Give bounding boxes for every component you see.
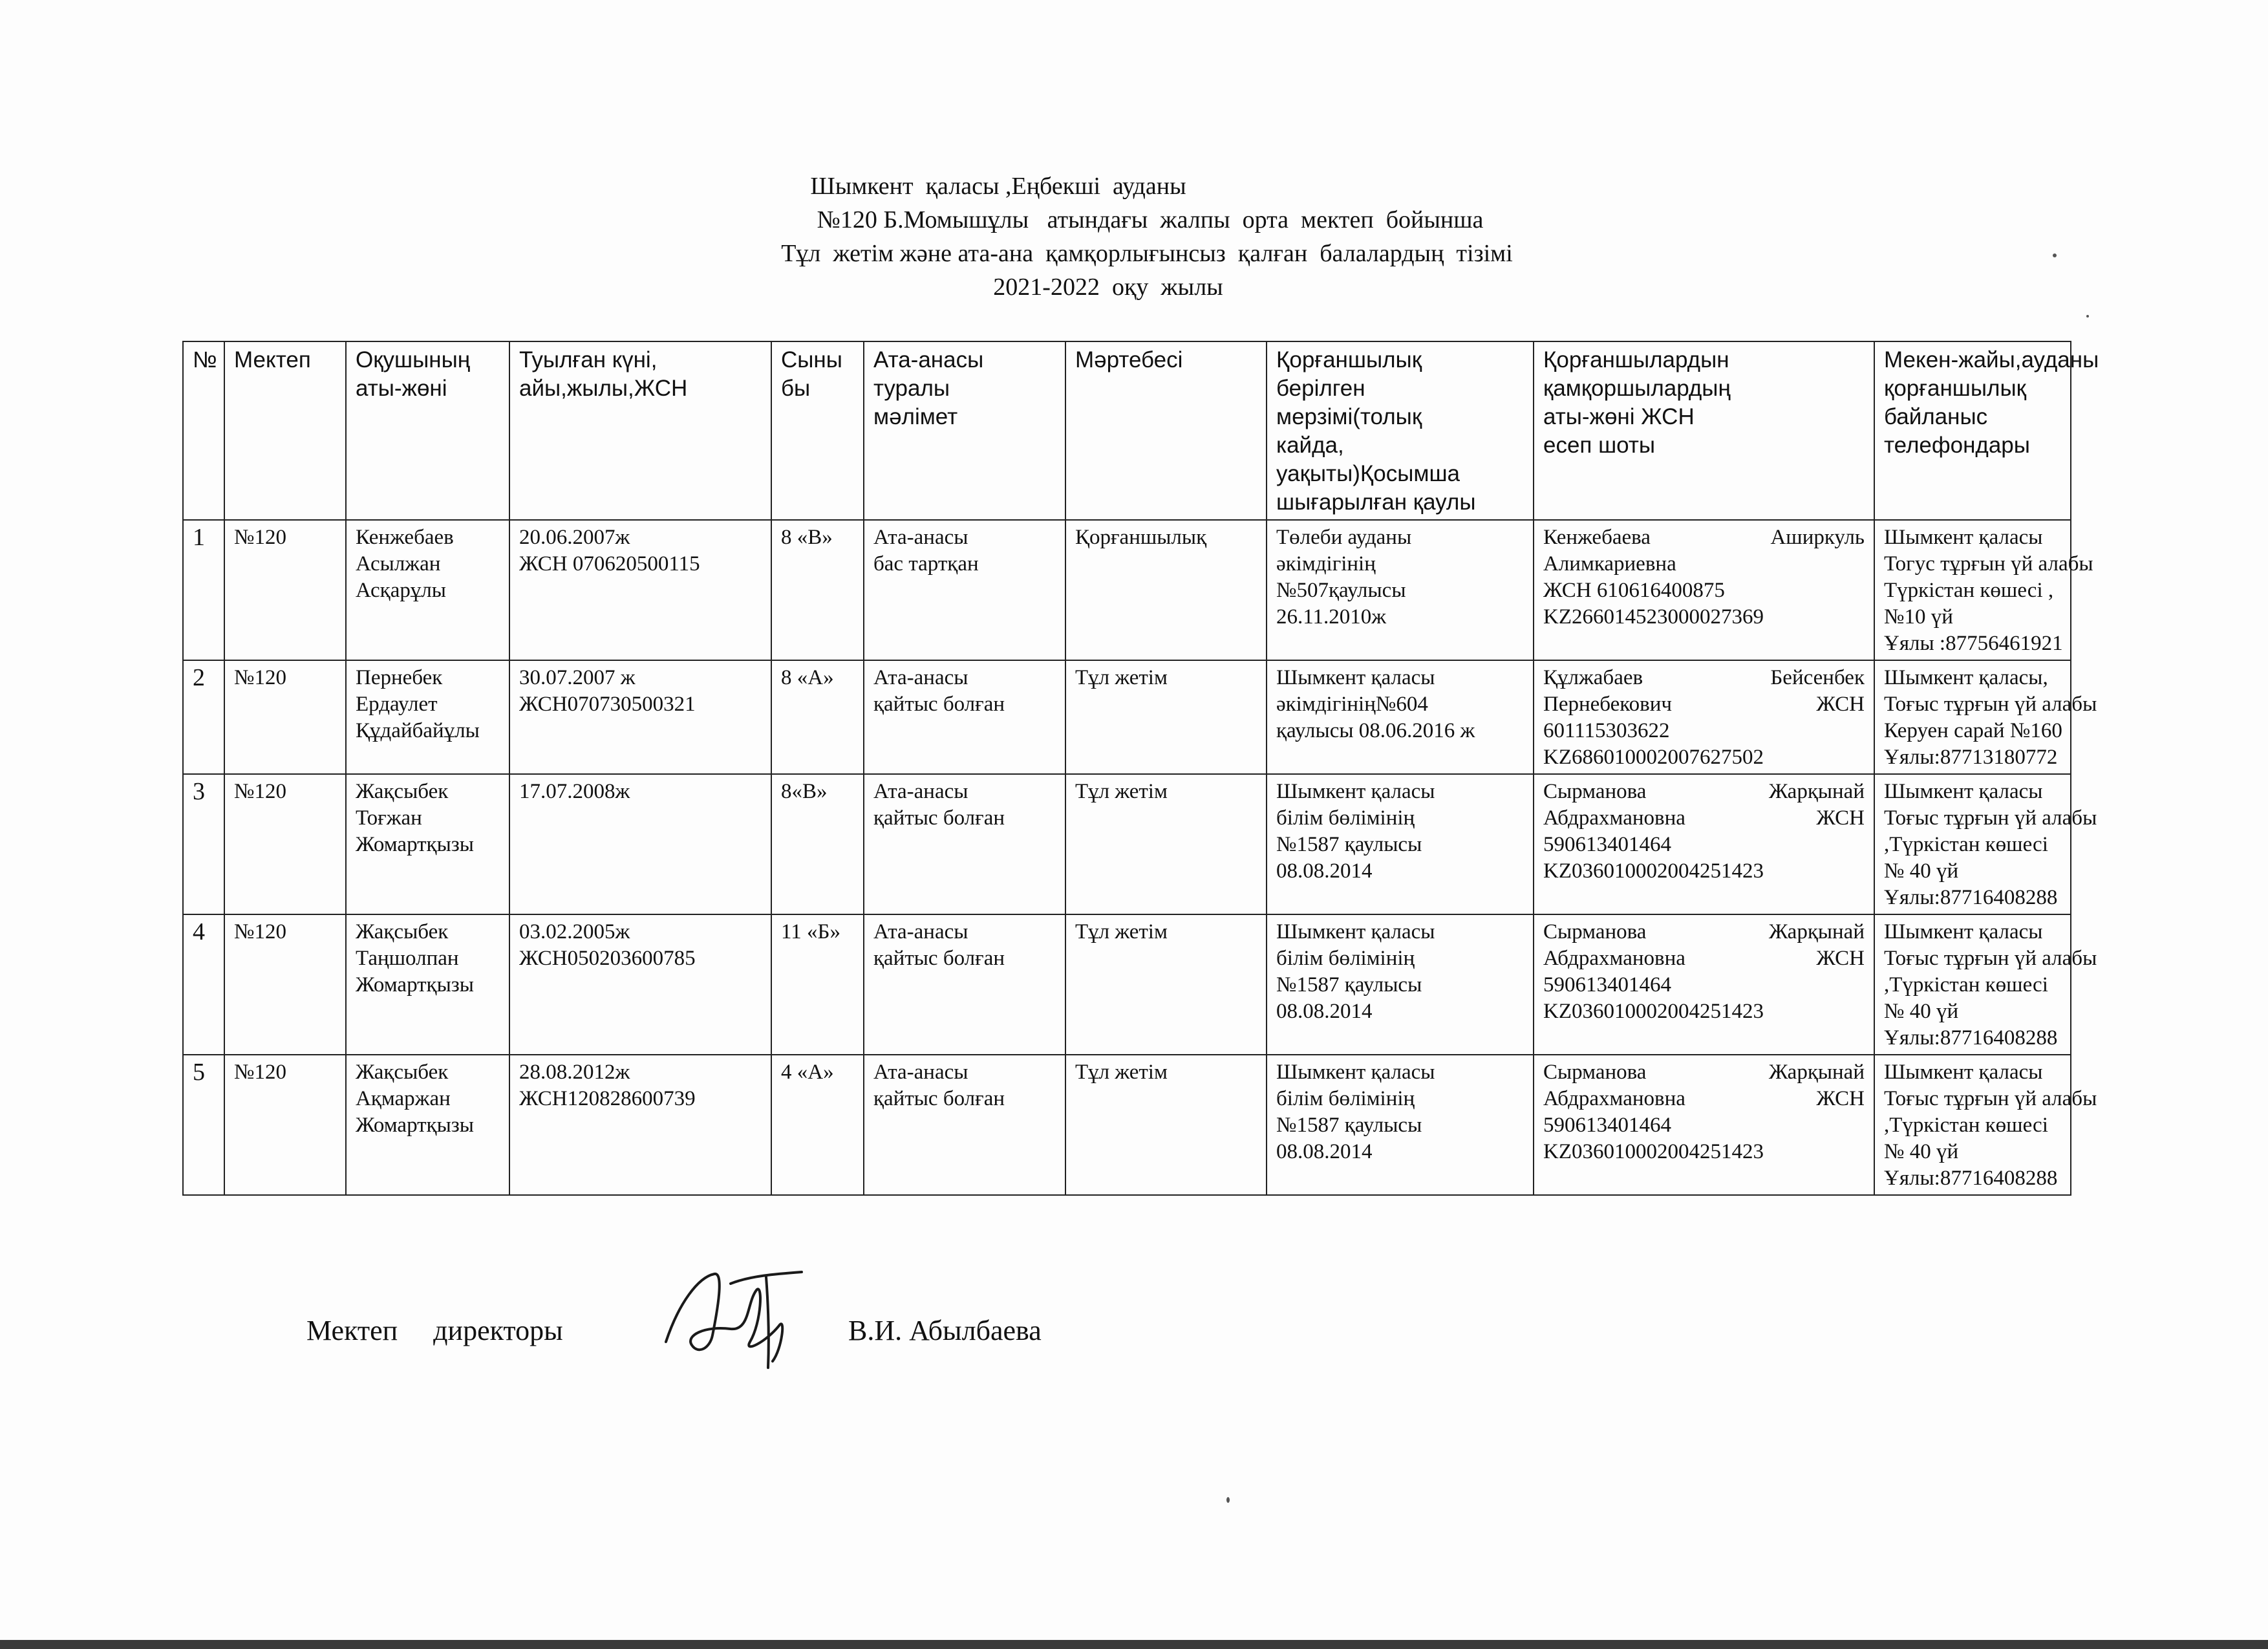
birth-line: 03.02.2005ж <box>519 920 630 943</box>
address-line: ,Түркістан көшесі <box>1884 1114 2048 1137</box>
cell-guardian <box>1534 1055 1874 1195</box>
guardian-line: Сырманова Жарқынай <box>1543 1061 1865 1084</box>
birth-line: ЖСН 070620500115 <box>519 552 700 576</box>
class-value: 8«В» <box>781 780 828 803</box>
guardian-line: Сырманова Жарқынай <box>1543 780 1865 803</box>
status-value: Қорғаншылық <box>1075 526 1207 549</box>
cell-guardian <box>1534 914 1874 1055</box>
header-text-line: Мектеп <box>234 347 311 372</box>
header-text-line: Оқушының <box>356 347 471 372</box>
header-text-line: Қорғаншылық <box>1276 347 1422 372</box>
cell-address <box>1874 520 2093 660</box>
director-position-label: Мектеп директоры <box>306 1315 563 1346</box>
cell-guardianship-term <box>1267 1055 1534 1195</box>
guardian-line: KZ266014523000027369 <box>1543 605 1764 629</box>
guardian-line: KZ036010002004251423 <box>1543 859 1764 883</box>
address-line: Тоғыс тұрғын үй алабы <box>1884 1087 2097 1110</box>
student-name-line: Асқарұлы <box>356 579 446 602</box>
table-row <box>183 774 2071 914</box>
birth-line: ЖСН070730500321 <box>519 693 696 716</box>
school-number: №120 <box>234 526 286 549</box>
header-text-line: Ата-анасы <box>873 347 984 372</box>
guardianship-line: Шымкент қаласы <box>1276 1061 1435 1084</box>
header-col-guardian <box>1534 341 1874 520</box>
row-number: 5 <box>193 1059 205 1086</box>
cell-school <box>224 520 346 660</box>
cell-student-name <box>346 1055 509 1195</box>
guardian-line: Пернебекович ЖСН <box>1543 693 1865 716</box>
guardianship-line: білім бөлімінің <box>1276 1087 1415 1110</box>
cell-guardianship-term <box>1267 660 1534 774</box>
cell-status <box>1065 774 1267 914</box>
student-name-line: Ақмаржан <box>356 1087 451 1110</box>
address-line: №10 үй <box>1884 605 1953 629</box>
cell-number <box>183 520 224 660</box>
guardianship-line: қаулысы 08.06.2016 ж <box>1276 719 1475 742</box>
orphans-roster-table <box>182 341 2099 1196</box>
class-value: 8 «В» <box>781 526 833 549</box>
cell-guardianship-term <box>1267 774 1534 914</box>
header-col-number <box>183 341 224 520</box>
birth-line: 17.07.2008ж <box>519 780 630 803</box>
status-value: Тұл жетім <box>1075 780 1168 803</box>
address-line: Керуен сарай №160 <box>1884 719 2062 742</box>
cell-school <box>224 914 346 1055</box>
class-value: 11 «Б» <box>781 920 840 943</box>
student-name-line: Асылжан <box>356 552 441 576</box>
table-row <box>183 660 2071 774</box>
row-number: 2 <box>193 664 205 691</box>
header-text-line: телефондары <box>1884 433 2030 458</box>
header-line-school: №120 Б.Момышұлы атындағы жалпы орта мектеп бойынша <box>817 206 1484 233</box>
scan-speck <box>2086 315 2089 318</box>
table-header-row <box>183 341 2071 520</box>
student-name-line: Құдайбайұлы <box>356 719 480 742</box>
header-text-line: қорғаншылық <box>1884 376 2026 401</box>
student-name-line: Жомартқызы <box>356 973 474 997</box>
school-number: №120 <box>234 666 286 689</box>
header-text-line: аты-жөні ЖСН <box>1543 404 1695 429</box>
header-text-line: шығарылған қаулы <box>1276 490 1476 515</box>
scan-edge-bar <box>0 1640 2268 1649</box>
guardianship-line: №1587 қаулысы <box>1276 833 1422 856</box>
address-line: № 40 үй <box>1884 1000 1959 1023</box>
guardianship-line: 08.08.2014 <box>1276 859 1373 883</box>
parents-info-line: қайтыс болған <box>873 693 1005 716</box>
cell-class <box>771 774 864 914</box>
header-col-parents-info <box>864 341 1065 520</box>
guardian-line: Құлжабаев Бейсенбек <box>1543 666 1865 689</box>
parents-info-line: бас тартқан <box>873 552 979 576</box>
cell-number <box>183 774 224 914</box>
parents-info-line: Ата-анасы <box>873 666 968 689</box>
table-row <box>183 914 2071 1055</box>
student-name-line: Кенжебаев <box>356 526 454 549</box>
cell-student-name <box>346 520 509 660</box>
address-line: Ұялы:87716408288 <box>1884 1167 2058 1190</box>
cell-school <box>224 1055 346 1195</box>
guardianship-line: 26.11.2010ж <box>1276 605 1387 629</box>
student-name-line: Жомартқызы <box>356 1114 474 1137</box>
birth-line: 30.07.2007 ж <box>519 666 636 689</box>
parents-info-line: қайтыс болған <box>873 806 1005 830</box>
header-col-guardianship-term <box>1267 341 1534 520</box>
address-line: Шымкент қаласы <box>1884 1061 2043 1084</box>
header-text-line: берілген <box>1276 376 1365 401</box>
header-line-city-district: Шымкент қаласы ,Еңбекші ауданы <box>810 173 1186 200</box>
cell-parents-info <box>864 520 1065 660</box>
cell-school <box>224 774 346 914</box>
student-name-line: Тоғжан <box>356 806 422 830</box>
address-line: ,Түркістан көшесі <box>1884 973 2048 997</box>
row-number: 4 <box>193 918 205 945</box>
header-text-line: айы,жылы,ЖСН <box>519 376 688 401</box>
address-line: Тогус тұрғын үй алабы <box>1884 552 2093 576</box>
guardianship-line: 08.08.2014 <box>1276 1140 1373 1163</box>
cell-number <box>183 660 224 774</box>
cell-student-name <box>346 914 509 1055</box>
header-col-status <box>1065 341 1267 520</box>
header-text-line: Туылған күні, <box>519 347 658 372</box>
parents-info-line: Ата-анасы <box>873 920 968 943</box>
parents-info-line: Ата-анасы <box>873 780 968 803</box>
student-name-line: Жақсыбек <box>356 780 449 803</box>
guardian-line: Абдрахмановна ЖСН <box>1543 806 1865 830</box>
class-value: 8 «А» <box>781 666 834 689</box>
header-text-line: туралы <box>873 376 950 401</box>
header-text-line: бы <box>781 376 811 401</box>
table-row <box>183 520 2071 660</box>
address-line: ,Түркістан көшесі <box>1884 833 2048 856</box>
address-line: Тоғыс тұрғын үй алабы <box>1884 947 2097 970</box>
parents-info-line: қайтыс болған <box>873 1087 1005 1110</box>
cell-status <box>1065 1055 1267 1195</box>
status-value: Тұл жетім <box>1075 666 1168 689</box>
document-header <box>0 169 2268 304</box>
cell-birth <box>509 914 771 1055</box>
cell-class <box>771 1055 864 1195</box>
cell-student-name <box>346 660 509 774</box>
cell-guardianship-term <box>1267 520 1534 660</box>
guardian-line: 590613401464 <box>1543 973 1671 997</box>
guardian-line: KZ036010002004251423 <box>1543 1000 1764 1023</box>
header-col-class <box>771 341 864 520</box>
school-number: №120 <box>234 920 286 943</box>
guardianship-line: №1587 қаулысы <box>1276 1114 1422 1137</box>
address-line: Шымкент қаласы, <box>1884 666 2048 689</box>
cell-birth <box>509 1055 771 1195</box>
student-name-line: Жақсыбек <box>356 1061 449 1084</box>
class-value: 4 «А» <box>781 1061 834 1084</box>
cell-birth <box>509 660 771 774</box>
status-value: Тұл жетім <box>1075 1061 1168 1084</box>
cell-address <box>1874 660 2097 774</box>
guardianship-line: әкімдігінің№604 <box>1276 693 1428 716</box>
guardian-line: 601115303622 <box>1543 719 1670 742</box>
cell-number <box>183 914 224 1055</box>
birth-line: 28.08.2012ж <box>519 1061 630 1084</box>
cell-class <box>771 520 864 660</box>
scan-speck <box>1226 1497 1230 1503</box>
director-signature <box>653 1264 821 1374</box>
guardianship-line: Төлеби ауданы <box>1276 526 1412 549</box>
header-text-line: Қорғаншылардын <box>1543 347 1729 372</box>
header-line-school-year: 2021-2022 оқу жылы <box>993 274 1223 301</box>
header-text-line: мәлімет <box>873 404 958 429</box>
cell-guardian <box>1534 520 1874 660</box>
header-col-birth <box>509 341 771 520</box>
student-name-line: Ердаулет <box>356 693 438 716</box>
cell-address <box>1874 914 2097 1055</box>
guardian-line: KZ686010002007627502 <box>1543 746 1764 769</box>
guardianship-line: білім бөлімінің <box>1276 806 1415 830</box>
guardianship-line: білім бөлімінің <box>1276 947 1415 970</box>
address-line: Түркістан көшесі , <box>1884 579 2054 602</box>
header-text-line: есеп шоты <box>1543 433 1656 458</box>
table-body <box>183 520 2097 1195</box>
cell-school <box>224 660 346 774</box>
birth-line: ЖСН120828600739 <box>519 1087 696 1110</box>
cell-parents-info <box>864 660 1065 774</box>
cell-parents-info <box>864 1055 1065 1195</box>
address-line: Ұялы:87713180772 <box>1884 746 2058 769</box>
cell-number <box>183 1055 224 1195</box>
parents-info-line: қайтыс болған <box>873 947 1005 970</box>
cell-status <box>1065 520 1267 660</box>
table-row <box>183 1055 2071 1195</box>
row-number: 3 <box>193 778 205 805</box>
status-value: Тұл жетім <box>1075 920 1168 943</box>
student-name-line: Жақсыбек <box>356 920 449 943</box>
row-number: 1 <box>193 524 205 551</box>
address-line: Тоғыс тұрғын үй алабы <box>1884 806 2097 830</box>
cell-guardianship-term <box>1267 914 1534 1055</box>
parents-info-line: Ата-анасы <box>873 1061 968 1084</box>
guardian-line: ЖСН 610616400875 <box>1543 579 1725 602</box>
header-text-line: № <box>193 347 217 372</box>
address-line: Шымкент қаласы <box>1884 920 2043 943</box>
header-text-line: Сыны <box>781 347 842 372</box>
address-line: Ұялы:87716408288 <box>1884 886 2058 909</box>
director-name: В.И. Абылбаева <box>848 1315 1042 1346</box>
header-col-student-name <box>346 341 509 520</box>
header-text-line: Мекен-жайы,ауданы <box>1884 347 2099 372</box>
school-number: №120 <box>234 1061 286 1084</box>
address-line: № 40 үй <box>1884 859 1959 883</box>
guardian-line: Абдрахмановна ЖСН <box>1543 1087 1865 1110</box>
address-line: Шымкент қаласы <box>1884 526 2043 549</box>
cell-birth <box>509 520 771 660</box>
guardianship-line: 08.08.2014 <box>1276 1000 1373 1023</box>
student-name-line: Жомартқызы <box>356 833 474 856</box>
address-line: Ұялы :87756461921 <box>1884 632 2063 655</box>
header-text-line: мерзімі(толық <box>1276 404 1422 429</box>
header-col-school <box>224 341 346 520</box>
guardianship-line: №1587 қаулысы <box>1276 973 1422 997</box>
guardianship-line: Шымкент қаласы <box>1276 780 1435 803</box>
guardianship-line: әкімдігінің <box>1276 552 1376 576</box>
header-text-line: байланыс <box>1884 404 1988 429</box>
cell-status <box>1065 914 1267 1055</box>
cell-guardian <box>1534 774 1874 914</box>
cell-birth <box>509 774 771 914</box>
guardianship-line: Шымкент қаласы <box>1276 920 1435 943</box>
cell-class <box>771 914 864 1055</box>
student-name-line: Таңшолпан <box>356 947 459 970</box>
guardian-line: Алимкариевна <box>1543 552 1676 576</box>
header-text-line: кайда, <box>1276 433 1344 458</box>
student-name-line: Пернебек <box>356 666 443 689</box>
header-text-line: уақыты)Қосымша <box>1276 461 1460 486</box>
address-line: Шымкент қаласы <box>1884 780 2043 803</box>
cell-address <box>1874 1055 2097 1195</box>
guardian-line: Кенжебаева Аширкуль <box>1543 526 1865 549</box>
cell-address <box>1874 774 2097 914</box>
address-line: Ұялы:87716408288 <box>1884 1026 2058 1050</box>
guardianship-line: №507қаулысы <box>1276 579 1406 602</box>
header-line-list-title: Тұл жетім және ата-ана қамқорлығынсыз қалған балалардың тізімі <box>781 240 1513 267</box>
guardian-line: KZ036010002004251423 <box>1543 1140 1764 1163</box>
header-text-line: қамқоршылардың <box>1543 376 1731 401</box>
header-col-address <box>1874 341 2099 520</box>
cell-class <box>771 660 864 774</box>
guardianship-line: Шымкент қаласы <box>1276 666 1435 689</box>
cell-status <box>1065 660 1267 774</box>
guardian-line: Сырманова Жарқынай <box>1543 920 1865 943</box>
cell-parents-info <box>864 774 1065 914</box>
address-line: Тоғыс тұрғын үй алабы <box>1884 693 2097 716</box>
school-number: №120 <box>234 780 286 803</box>
birth-line: 20.06.2007ж <box>519 526 630 549</box>
address-line: № 40 үй <box>1884 1140 1959 1163</box>
header-text-line: Мәртебесі <box>1075 347 1183 372</box>
guardian-line: 590613401464 <box>1543 1114 1671 1137</box>
cell-parents-info <box>864 914 1065 1055</box>
guardian-line: Абдрахмановна ЖСН <box>1543 947 1865 970</box>
parents-info-line: Ата-анасы <box>873 526 968 549</box>
birth-line: ЖСН050203600785 <box>519 947 696 970</box>
scan-speck <box>2053 253 2057 257</box>
header-text-line: аты-жөні <box>356 376 447 401</box>
cell-guardian <box>1534 660 1874 774</box>
guardian-line: 590613401464 <box>1543 833 1671 856</box>
cell-student-name <box>346 774 509 914</box>
